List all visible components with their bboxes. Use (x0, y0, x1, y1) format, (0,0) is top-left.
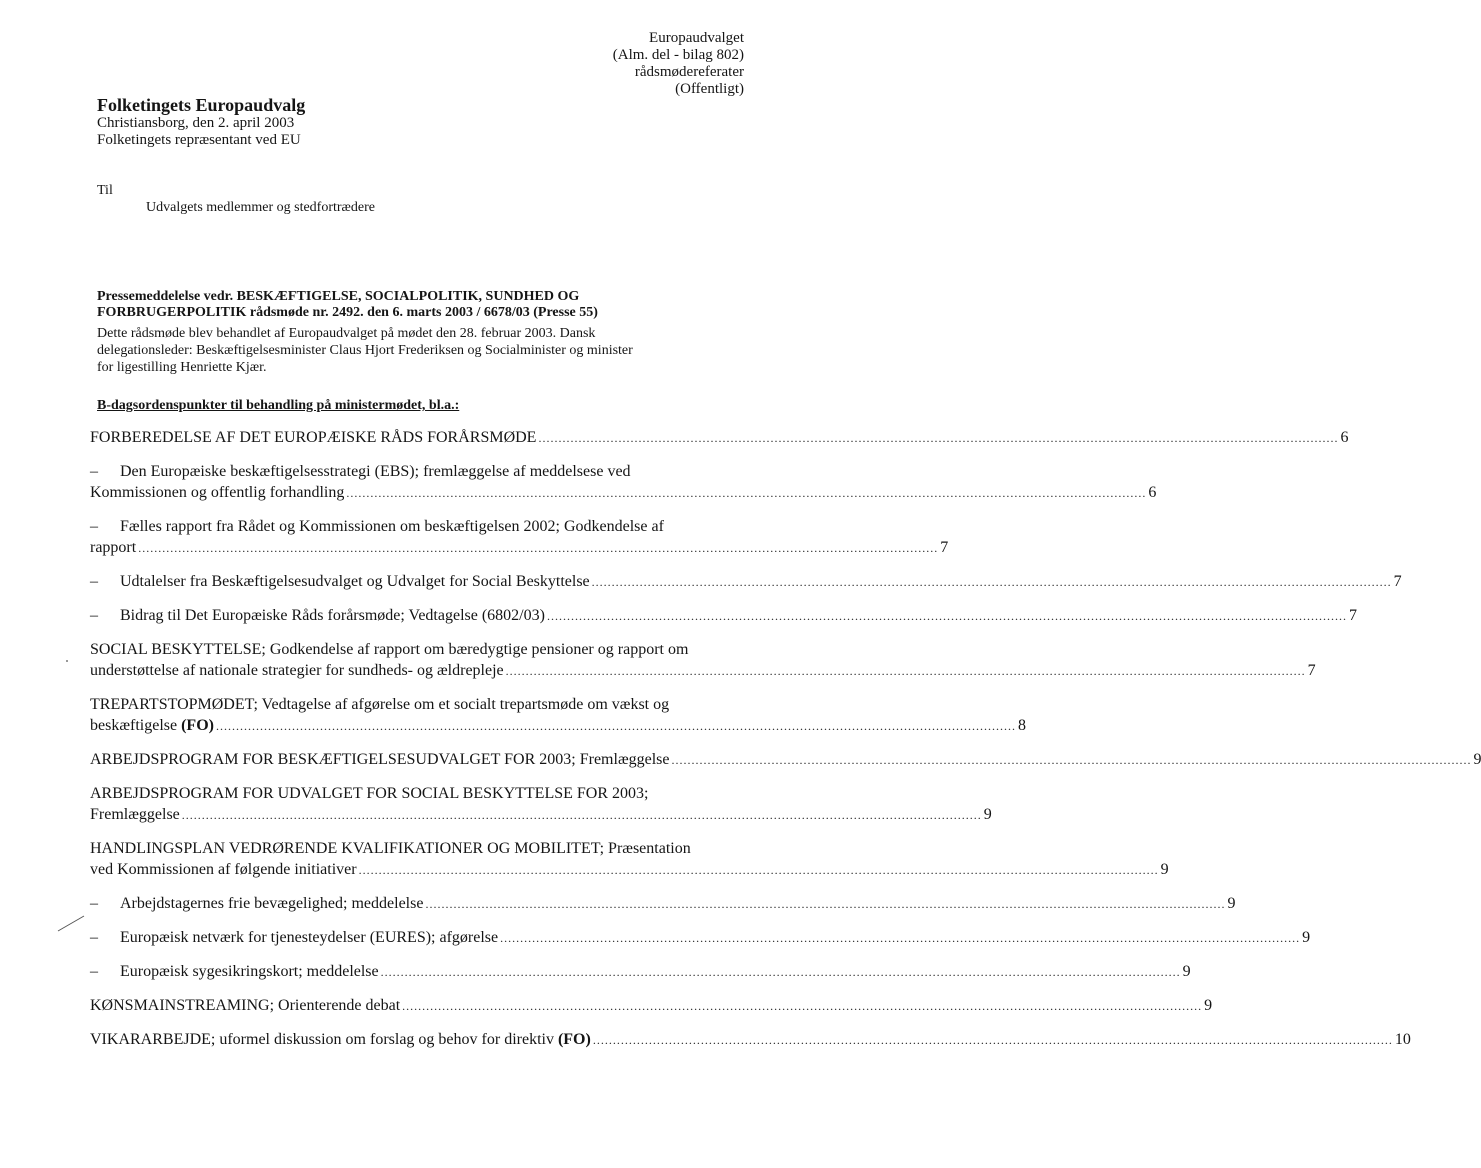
toc-entry (90, 694, 1026, 737)
dash-marker: – (90, 518, 98, 535)
leader-dots: ........................................................................................................................................................................................................ (591, 575, 1392, 589)
sender-role: Folketingets repræsentant ved EU (97, 132, 301, 148)
table-of-contents (90, 427, 1481, 1063)
toc-entry-text: Udtalelser fra Beskæftigelsesudvalget og Udvalget for Social Beskyttelse (120, 573, 590, 590)
ref-line-2: (Alm. del - bilag 802) (612, 47, 744, 63)
toc-page-number: 9 (1204, 997, 1213, 1014)
toc-entry-text-cont: rapport (90, 539, 137, 556)
dash-marker: – (90, 963, 98, 980)
toc-entry-text: KØNSMAINSTREAMING; Orienterende debat (90, 997, 401, 1014)
press-release-block (97, 289, 757, 376)
leader-dots: ........................................................................................................................................................................................................ (138, 541, 939, 555)
toc-sub-entry (90, 571, 1402, 593)
toc-entry-text: Fælles rapport fra Rådet og Kommissionen om beskæftigelsen 2002; Godkendelse af (120, 518, 664, 535)
toc-entry-text: HANDLINGSPLAN VEDRØRENDE KVALIFIKATIONER OG MOBILITET; Præsentation (90, 840, 691, 857)
leader-dots: ........................................................................................................................................................................................................ (215, 719, 1016, 733)
press-title-line-2: FORBRUGERPOLITIK rådsmøde nr. 2492. den 6. marts 2003 / 6678/03 (Presse 55) (97, 305, 598, 320)
press-body-line-1: Dette rådsmøde blev behandlet af Europaudvalget på mødet den 28. februar 2003. Dansk (97, 326, 596, 341)
toc-page-number: 9 (1182, 963, 1191, 980)
toc-entry-text: Europæisk sygesikringskort; meddelelse (120, 963, 379, 980)
ref-line-3: rådsmødereferater (634, 64, 744, 80)
toc-page-number: 7 (1307, 662, 1316, 679)
toc-text-part: VIKARARBEJDE; uformel diskussion om forslag og behov for direktiv (90, 1031, 554, 1048)
toc-entry-text-cont: Kommissionen og offentlig forhandling (90, 484, 345, 501)
toc-page-number: 9 (1302, 929, 1311, 946)
toc-sub-entry (90, 927, 1311, 949)
dash-marker: – (90, 895, 98, 912)
ref-line-4: (Offentligt) (675, 81, 744, 97)
press-title-line-1: Pressemeddelelse vedr. BESKÆFTIGELSE, SOCIALPOLITIK, SUNDHED OG (97, 289, 580, 304)
toc-page-number: 9 (983, 806, 992, 823)
recipients: Udvalgets medlemmer og stedfortrædere (146, 200, 375, 215)
toc-entry (90, 749, 1481, 771)
leader-dots: ........................................................................................................................................................................................................ (425, 897, 1226, 911)
leader-dots: ........................................................................................................................................................................................................ (181, 808, 982, 822)
toc-page-number: 7 (940, 539, 949, 556)
leader-dots: ........................................................................................................................................................................................................ (500, 931, 1301, 945)
toc-page-number: 8 (1017, 717, 1026, 734)
toc-page-number: 7 (1348, 607, 1357, 624)
toc-entry-text: FORBEREDELSE AF DET EUROPÆISKE RÅDS FORÅRSMØDE (90, 429, 537, 446)
leader-dots: ........................................................................................................................................................................................................ (505, 664, 1306, 678)
toc-entry-text: ARBEJDSPROGRAM FOR UDVALGET FOR SOCIAL BESKYTTELSE FOR 2003; (90, 785, 649, 802)
toc-entry (90, 838, 1169, 881)
toc-entry-text: Europæisk netværk for tjenesteydelser (EURES); afgørelse (120, 929, 499, 946)
toc-entry-text-cont: understøttelse af nationale strategier for sundheds- og ældrepleje (90, 662, 504, 679)
dash-marker: – (90, 463, 98, 480)
toc-entry-text: Den Europæiske beskæftigelsesstrategi (EBS); fremlæggelse af meddelsese ved (120, 463, 631, 480)
toc-page-number: 10 (1394, 1031, 1411, 1048)
toc-entry-text: ARBEJDSPROGRAM FOR BESKÆFTIGELSESUDVALGET FOR 2003; Fremlæggelse (90, 751, 670, 768)
toc-sub-entry (90, 605, 1357, 627)
toc-sub-entry (90, 516, 949, 559)
ref-line-1: Europaudvalget (649, 30, 744, 46)
leader-dots: ........................................................................................................................................................................................................ (346, 486, 1147, 500)
toc-entry-text-cont (90, 715, 214, 736)
toc-entry-text (90, 1029, 591, 1050)
toc-entry-text: SOCIAL BESKYTTELSE; Godkendelse af rapport om bæredygtige pensioner og rapport om (90, 641, 689, 658)
pen-mark (56, 913, 86, 933)
leader-dots: ........................................................................................................................................................................................................ (546, 609, 1347, 623)
toc-entry-text: Bidrag til Det Europæiske Råds forårsmøde; Vedtagelse (6802/03) (120, 607, 545, 624)
leader-dots: ........................................................................................................................................................................................................ (671, 753, 1472, 767)
leader-dots: ........................................................................................................................................................................................................ (538, 431, 1339, 445)
fo-marker: (FO) (181, 717, 214, 734)
sender-block (97, 95, 305, 149)
toc-entry-text: Arbejdstagernes frie bevægelighed; meddelelse (120, 895, 424, 912)
leader-dots: ........................................................................................................................................................................................................ (380, 965, 1181, 979)
press-body-line-3: for ligestilling Henriette Kjær. (97, 360, 267, 375)
toc-entry (90, 995, 1213, 1017)
leader-dots: ........................................................................................................................................................................................................ (402, 999, 1203, 1013)
toc-page-number: 7 (1393, 573, 1402, 590)
til-label: Til (97, 183, 113, 198)
fo-marker: (FO) (557, 1031, 591, 1048)
toc-entry-text-cont: ved Kommissionen af følgende initiativer (90, 861, 357, 878)
committee-name: Folketingets Europaudvalg (97, 95, 306, 115)
toc-page-number: 6 (1340, 429, 1349, 446)
scan-speck (66, 660, 68, 662)
toc-entry (90, 1029, 1411, 1051)
toc-text-part: beskæftigelse (90, 717, 178, 734)
press-body (97, 325, 757, 376)
dash-marker: – (90, 607, 98, 624)
toc-sub-entry (90, 893, 1236, 915)
dash-marker: – (90, 573, 98, 590)
toc-page-number: 9 (1227, 895, 1236, 912)
toc-entry-text: TREPARTSTOPMØDET; Vedtagelse af afgørelse om et socialt trepartsmøde om vækst og (90, 696, 670, 713)
toc-sub-entry (90, 961, 1191, 983)
document-reference (613, 30, 744, 98)
dash-marker: – (90, 929, 98, 946)
place-date: Christiansborg, den 2. april 2003 (97, 115, 295, 131)
leader-dots: ........................................................................................................................................................................................................ (592, 1033, 1393, 1047)
agenda-heading: B-dagsordenspunkter til behandling på ministermødet, bl.a.: (97, 398, 460, 413)
leader-dots: ........................................................................................................................................................................................................ (358, 863, 1159, 877)
toc-entry (90, 783, 992, 826)
press-body-line-2: delegationsleder: Beskæftigelsesminister Claus Hjort Frederiksen og Socialminister og minister (97, 343, 633, 358)
toc-page-number: 9 (1160, 861, 1169, 878)
toc-page-number: 6 (1148, 484, 1157, 501)
toc-entry-text-cont: Fremlæggelse (90, 806, 180, 823)
toc-page-number: 9 (1473, 751, 1481, 768)
press-title (97, 289, 757, 321)
toc-sub-entry (90, 461, 1157, 504)
toc-entry (90, 427, 1349, 449)
toc-entry (90, 639, 1316, 682)
